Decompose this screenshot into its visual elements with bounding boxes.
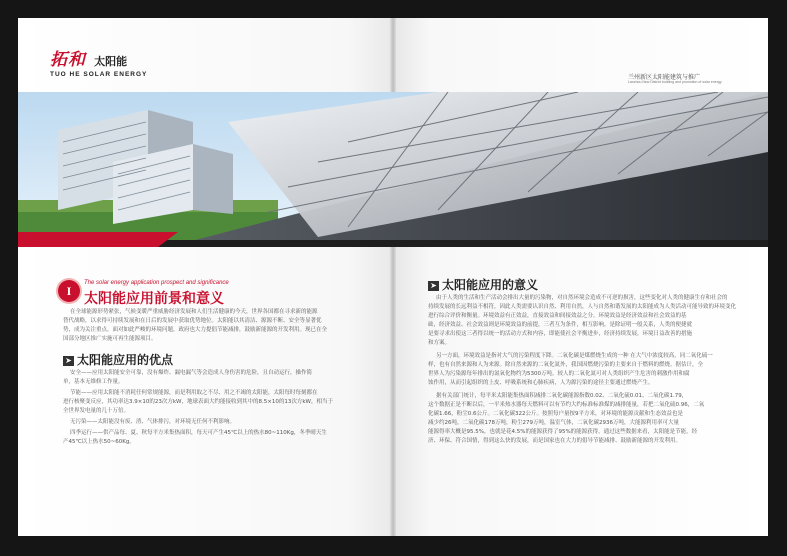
text-line: 是要寻求出使这三者得以统一的活动方式和内容，即能使社会平衡进步，经济持续发展，环境日益改善的措施 (428, 331, 693, 337)
text-line: 无污染——太阳能没有废、渣、气体排污，对环境无任何不利影响。 (70, 419, 236, 425)
text-line: 和方案。 (428, 340, 451, 346)
section-title: 太阳能应用前景和意义 (84, 291, 224, 307)
text-line: 减少约26吨，二氧化碳178万吨，粉尘279万吨，温室气体，二氧化碳2936万吨，大能源利用率可大量 (428, 420, 679, 426)
text-line: 在全球能源形势紧张，气候变暖严重威胁经济发展和人们生活健康的今天，世界各国都在寻求新的能源 (70, 309, 318, 315)
text-line: 四季运行——供产品每、夏、秋每平方米集热面积，每天可产生45℃以上的热水80~110Kg，冬季晴天生 (70, 430, 327, 436)
text-line: 替代战略，以求得可持续发展和在日后的发展中获取优势地位。太阳能以其清洁、源源不断、安全等显著优 (63, 318, 322, 324)
arrow-icon: ➤ (428, 281, 439, 291)
text-line: 世界人为污染源每年排出的氮氧化物约为5300万吨。较人的二氧化氮可对人类组织产生危害的刺激作用和腐 (428, 371, 690, 377)
text-line: 样，也有自然来源和人为来源。除自然来源的二氧化氮外，我国因燃烧污染的主要来自于燃料的燃烧。据估计，全 (428, 362, 704, 368)
text-line: 单，基本无维修工作量。 (63, 379, 124, 385)
header-title: 兰州新区太阳能建筑与推广 (628, 75, 701, 81)
logo-english-name: TUO HE SOLAR ENERGY (50, 71, 148, 78)
text-line: 另一方面，环境效益是指对大气的污染程度下降。二氧化碳是煤燃烧生成的一种 在大气中浓度较高，同二氧化硫一 (436, 353, 713, 359)
text-line: 据有关部门统计，每平米太阳能集热面积减排二氧化碳能源指数0.02、二氧化硫0.01、二氧化碳1.79， (436, 393, 688, 399)
brochure-spread (18, 18, 768, 536)
text-line: 济、环保、符合国情，得到这么快的发展，而是国家也在大力的倡导节能减排、鼓励新能源的开发利用。 (428, 438, 682, 444)
brand-logo (50, 45, 147, 78)
text-line: 国部分地区推广实施可再生能源项目。 (63, 336, 157, 342)
logo-chinese-name: 拓和 (50, 50, 86, 70)
text-line: 产45℃以上热水50~60Kg。 (63, 439, 135, 445)
text-line: 进行核聚变反应，其功率达3.9×10的23次方kW，地球表面大约能接收到其中的8.5×10的13次方kW，相当于 (63, 399, 333, 405)
arrow-icon: ➤ (63, 356, 74, 366)
section-title-english: The solar energy application prospect and significance (84, 280, 229, 286)
left-subheading-text: 太阳能应用的优点 (77, 353, 174, 367)
text-line: 这个数据正是不断以后，一平米热水器每天燃料可以有节约大约标准标准煤的减排能量，若把二氧化硫0.96，二氧 (428, 402, 705, 408)
text-line: 全世界发电量的几十万倍。 (63, 408, 130, 414)
left-subheading (63, 351, 173, 368)
header-subtitle: Lanzhou New District building and promotion of solar energy (628, 80, 722, 84)
text-line: 安全——应用太阳能安全可靠，没有爆炸、漏电漏气等会造成人身伤害的危险，且自动运行，操作简 (70, 370, 313, 376)
text-line: 础，经济效益、社会效益则是环境效益的前提，三者互为条件，相互影响。是除证明一般关系，人类的便捷就 (428, 322, 693, 328)
right-subheading-text: 太阳能应用的意义 (442, 278, 539, 292)
text-line: 持续发展的长远利益不相符，因此人类需要认识自然、利用自然，人与自然和谐发展的太阳能成为人类活动可能导致的环境变化 (428, 304, 737, 310)
banner-image (18, 92, 768, 247)
text-line: 蚀作用，从而引起组织的上皮、呼吸系统和心肺疾病，人为源污染的途径主要通过燃烧产生。 (428, 380, 654, 386)
text-line: 进行综合评价和衡量。环境效益有正效益，直接效益和间接效益之分。环境效益是经济效益和社会效益的基 (428, 313, 687, 319)
section-number-badge: I (58, 280, 80, 302)
right-subheading (428, 276, 538, 293)
text-line: 节能——应用太阳能不消耗任何常规能源，而是利用取之不尽、用之不竭的太阳能，太阳每时每刻都在 (70, 390, 318, 396)
banner-photo (18, 92, 768, 247)
text-line: 能源得率大概是95.5%，也就是花4.5%的能源获得了95%的能源获得，通过这些数据来看，太阳能是节能，经 (428, 429, 698, 435)
text-line: 化碳1.66，粉尘0.6公斤。二氧化碳322公斤。按照每户量按9平方米，对环境的能源贡献和生态效益也是 (428, 411, 683, 417)
logo-chinese-subtitle: 太阳能 (94, 55, 128, 68)
text-line: 势，成为关注重点。面对如此严峻的环境问题，政府也大力提倡节能减排，鼓励新能源的开发利用。现已在全 (63, 327, 328, 333)
text-line: 由于人类的生活和生产活动会排出大量的污染物，对自然环境会造成不可逆的损害，这些变化对人类的健康生存和社会的 (436, 295, 728, 301)
